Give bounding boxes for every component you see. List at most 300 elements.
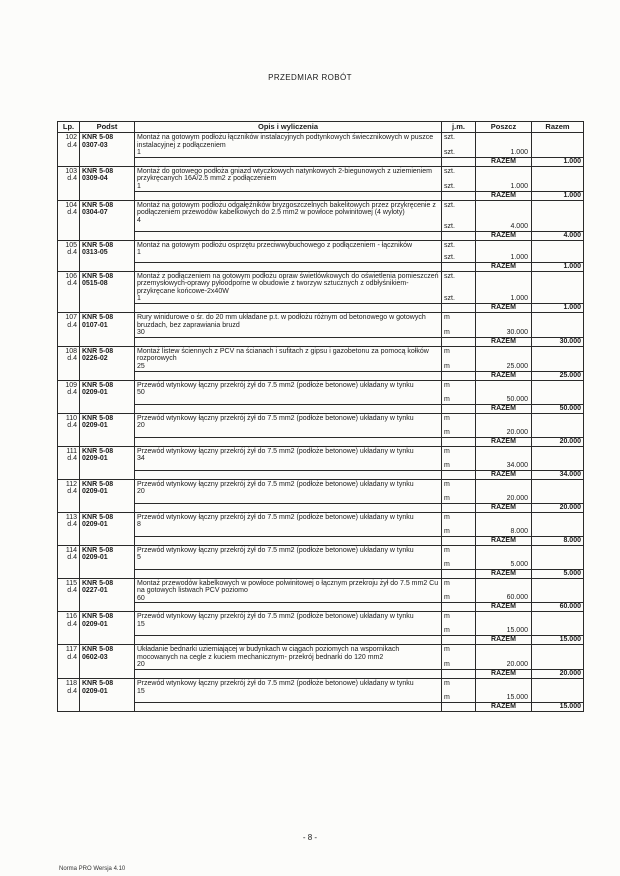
row-poszcz-value: 30.000: [506, 328, 528, 336]
row-total-label: RAZEM: [476, 569, 532, 578]
row-total-unit-empty: [442, 470, 476, 479]
row-total-label: RAZEM: [476, 231, 532, 240]
row-total-value: 15.000: [532, 636, 584, 645]
row-total-value: 20.000: [532, 437, 584, 446]
row-total-label: RAZEM: [476, 703, 532, 712]
row-podst-code: 0602-03: [82, 653, 108, 661]
row-quantity-calc: 15: [137, 620, 145, 628]
row-poszcz-value: 25.000: [506, 362, 528, 370]
row-unit-top: m: [444, 347, 450, 355]
row-podst: [80, 479, 135, 512]
row-podst-code: 0515-08: [82, 280, 108, 288]
row-podst-code: 0313-05: [82, 249, 108, 257]
row-unit: [442, 578, 476, 603]
row-lp-chapter: d.4: [67, 488, 77, 496]
row-total-unit-empty: [442, 437, 476, 446]
row-lp: [58, 200, 80, 240]
row-lp: [58, 578, 80, 612]
row-lp-chapter: d.4: [67, 280, 77, 288]
row-lp-chapter: d.4: [67, 249, 77, 257]
row-podst: [80, 578, 135, 612]
table-row: [58, 413, 584, 437]
row-total-unit-empty: [442, 536, 476, 545]
row-description-text: Montaż na gotowym podłożu odgałęźników bryzgoszczelnych bakelitowych przez przykręcenie z podłączeniem przewodów kabelkowych do 2.5 mm2 w powłoce polwinitowej (4 wyloty): [137, 201, 436, 217]
table-row: [58, 380, 584, 404]
row-unit-bottom: m: [444, 428, 450, 436]
row-poszcz-value: 34.000: [506, 461, 528, 469]
row-podst-code: 0209-01: [82, 521, 108, 529]
cost-estimate-table: [57, 121, 584, 712]
row-poszcz-value: 20.000: [506, 428, 528, 436]
row-total-label: RAZEM: [476, 262, 532, 271]
row-total-value: 60.000: [532, 603, 584, 612]
row-unit: [442, 545, 476, 569]
header-opis: Opis i wyliczenia: [135, 122, 442, 133]
row-description-text: Montaż do gotowego podłoża gniazd wtyczkowych natynkowych 2-biegunowych z uziemieniem przykręcanych 16A/2.5 mm2 z podłączeniem: [137, 167, 432, 183]
row-unit-bottom: m: [444, 594, 450, 602]
row-podst-catalog: KNR 5-08: [82, 272, 114, 280]
row-total-value: 4.000: [532, 231, 584, 240]
row-podst-catalog: KNR 5-08: [82, 241, 114, 249]
row-total-unit-empty: [442, 303, 476, 312]
row-total-unit-empty: [442, 603, 476, 612]
row-lp-chapter: d.4: [67, 521, 77, 529]
row-podst-catalog: KNR 5-08: [82, 167, 114, 175]
row-description: [135, 446, 442, 470]
row-lp-chapter: d.4: [67, 321, 77, 329]
row-description-text: Przewód wtynkowy łączny przekrój żył do 7.5 mm2 (podłoże betonowe) układany w tynku: [137, 381, 414, 389]
row-unit-bottom: m: [444, 494, 450, 502]
row-description: [135, 166, 442, 191]
row-description: [135, 413, 442, 437]
row-poszcz: [476, 133, 532, 158]
row-unit-top: m: [444, 513, 450, 521]
row-poszcz-value: 1.000: [510, 182, 528, 190]
row-unit-top: m: [444, 381, 450, 389]
row-lp: [58, 346, 80, 380]
row-lp-number: 113: [65, 513, 77, 521]
table-row: [58, 312, 584, 337]
row-lp-chapter: d.4: [67, 389, 77, 397]
row-description-text: Montaż przewodów kabelkowych w powłoce polwinitowej o łącznym przekroju żył do 7.5 mm2 Cu na gotowych listwach PCV poziomo: [137, 579, 439, 595]
row-unit-top: szt.: [444, 241, 455, 249]
row-unit-top: szt.: [444, 272, 455, 280]
row-podst-catalog: KNR 5-08: [82, 579, 114, 587]
row-description-text: Przewód wtynkowy łączny przekrój żył do 7.5 mm2 (podłoże betonowe) układany w tynku: [137, 513, 414, 521]
table-row-total: [58, 470, 584, 479]
row-lp: [58, 446, 80, 479]
row-unit-bottom: szt.: [444, 182, 455, 190]
row-podst-code: 0226-02: [82, 355, 108, 363]
row-lp-chapter: d.4: [67, 687, 77, 695]
row-description: [135, 200, 442, 231]
table-row: [58, 346, 584, 371]
table-row-total: [58, 636, 584, 645]
row-poszcz: [476, 679, 532, 703]
row-poszcz-value: 50.000: [506, 395, 528, 403]
row-total-desc-empty: [135, 437, 442, 446]
row-total-label: RAZEM: [476, 157, 532, 166]
row-quantity-calc: 1: [137, 249, 141, 257]
row-description: [135, 512, 442, 536]
row-description-text: Układanie bednarki uziemiającej w budynkach w ciągach poziomych na wspornikach mocowanych na cegle z kuciem mechanicznym- przekrój bednarki do 120 mm2: [137, 646, 400, 661]
row-poszcz-value: 20.000: [506, 661, 528, 669]
row-podst: [80, 133, 135, 167]
row-podst-catalog: KNR 5-08: [82, 680, 114, 688]
row-poszcz: [476, 200, 532, 231]
row-total-value: 25.000: [532, 371, 584, 380]
row-lp-chapter: d.4: [67, 620, 77, 628]
row-description-text: Montaż listew ściennych z PCV na ścianach i sufitach z gipsu i gazobetonu za pomocą kołków rozporowych: [137, 347, 429, 363]
row-razem-empty: [532, 479, 584, 503]
row-lp: [58, 271, 80, 312]
table-row: [58, 578, 584, 603]
row-lp-chapter: d.4: [67, 175, 77, 183]
table-row-total: [58, 191, 584, 200]
row-total-label: RAZEM: [476, 536, 532, 545]
row-description-text: Przewód wtynkowy łączny przekrój żył do 7.5 mm2 (podłoże betonowe) układany w tynku: [137, 447, 414, 455]
row-lp-number: 112: [65, 480, 77, 488]
row-total-desc-empty: [135, 670, 442, 679]
row-quantity-calc: 25: [137, 362, 145, 370]
row-unit-bottom: m: [444, 627, 450, 635]
row-razem-empty: [532, 312, 584, 337]
row-razem-empty: [532, 446, 584, 470]
row-unit-top: m: [444, 579, 450, 587]
row-total-value: 20.000: [532, 670, 584, 679]
row-poszcz: [476, 512, 532, 536]
row-unit-top: m: [444, 447, 450, 455]
row-podst-catalog: KNR 5-08: [82, 646, 114, 654]
row-lp-chapter: d.4: [67, 587, 77, 595]
row-unit-top: m: [444, 546, 450, 554]
row-podst: [80, 645, 135, 679]
row-podst-code: 0107-01: [82, 321, 108, 329]
row-total-desc-empty: [135, 503, 442, 512]
row-podst: [80, 446, 135, 479]
row-total-value: 20.000: [532, 503, 584, 512]
row-razem-empty: [532, 133, 584, 158]
row-description: [135, 612, 442, 636]
row-lp: [58, 545, 80, 578]
row-unit: [442, 346, 476, 371]
row-unit-top: szt.: [444, 167, 455, 175]
row-lp-chapter: d.4: [67, 355, 77, 363]
row-unit: [442, 200, 476, 231]
row-poszcz-value: 1.000: [510, 148, 528, 156]
row-unit: [442, 479, 476, 503]
row-quantity-calc: 20: [137, 661, 145, 669]
table-row: [58, 512, 584, 536]
row-total-label: RAZEM: [476, 603, 532, 612]
row-total-value: 5.000: [532, 569, 584, 578]
row-unit: [442, 166, 476, 191]
row-podst-catalog: KNR 5-08: [82, 447, 114, 455]
row-total-unit-empty: [442, 569, 476, 578]
row-poszcz-value: 1.000: [510, 253, 528, 261]
row-unit-top: m: [444, 680, 450, 688]
row-description-text: Montaż z podłączeniem na gotowym podłożu opraw świetlówkowych do oświetlenia pomieszczeń przemysłowych-oprawy pyłoodporne w obudowie z tworzyw sztucznych z odbłyśnikiem-przykręcane końcowe-2x40W: [137, 272, 439, 295]
table-row-total: [58, 670, 584, 679]
row-total-unit-empty: [442, 262, 476, 271]
row-unit-top: m: [444, 480, 450, 488]
row-total-label: RAZEM: [476, 191, 532, 200]
row-podst-code: 0209-01: [82, 389, 108, 397]
row-description: [135, 133, 442, 158]
header-razem: Razem: [532, 122, 584, 133]
header-podst: Podst: [80, 122, 135, 133]
row-lp-number: 103: [65, 167, 77, 175]
row-poszcz-value: 4.000: [510, 222, 528, 230]
row-podst-code: 0309-04: [82, 175, 108, 183]
row-unit-bottom: szt.: [444, 222, 455, 230]
row-lp-number: 106: [65, 272, 77, 280]
row-razem-empty: [532, 346, 584, 371]
row-podst-code: 0209-01: [82, 488, 108, 496]
row-total-label: RAZEM: [476, 371, 532, 380]
page-number: - 8 -: [302, 833, 318, 842]
row-description: [135, 312, 442, 337]
row-lp-chapter: d.4: [67, 141, 77, 149]
row-total-label: RAZEM: [476, 404, 532, 413]
row-lp-number: 118: [65, 680, 77, 688]
row-poszcz-value: 5.000: [510, 560, 528, 568]
row-razem-empty: [532, 240, 584, 262]
row-total-value: 50.000: [532, 404, 584, 413]
row-quantity-calc: 60: [137, 594, 145, 602]
row-unit-top: m: [444, 414, 450, 422]
row-quantity-calc: 20: [137, 488, 145, 496]
row-lp-number: 114: [65, 546, 77, 554]
table-header-row: [58, 122, 584, 133]
row-total-desc-empty: [135, 231, 442, 240]
row-unit: [442, 413, 476, 437]
table-row: [58, 645, 584, 670]
row-unit-bottom: szt.: [444, 253, 455, 261]
row-total-unit-empty: [442, 703, 476, 712]
row-total-value: 8.000: [532, 536, 584, 545]
table-row: [58, 446, 584, 470]
table-row-total: [58, 569, 584, 578]
row-total-value: 15.000: [532, 703, 584, 712]
row-quantity-calc: 1: [137, 149, 141, 157]
row-poszcz-value: 60.000: [506, 594, 528, 602]
row-description: [135, 479, 442, 503]
row-poszcz: [476, 380, 532, 404]
row-podst-catalog: KNR 5-08: [82, 381, 114, 389]
row-total-desc-empty: [135, 371, 442, 380]
row-poszcz-value: 15.000: [506, 694, 528, 702]
row-razem-empty: [532, 612, 584, 636]
page-title: PRZEDMIAR ROBÓT: [268, 73, 352, 82]
row-podst-code: 0304-07: [82, 209, 108, 217]
row-unit-bottom: m: [444, 694, 450, 702]
row-razem-empty: [532, 679, 584, 703]
row-quantity-calc: 34: [137, 455, 145, 463]
table-row: [58, 200, 584, 231]
row-lp-number: 105: [65, 241, 77, 249]
header-poszcz: Poszcz: [476, 122, 532, 133]
row-podst-code: 0209-01: [82, 422, 108, 430]
row-description: [135, 578, 442, 603]
row-podst: [80, 312, 135, 346]
row-poszcz: [476, 240, 532, 262]
footer-software-version: Norma PRO Wersja 4.10: [59, 866, 126, 872]
row-lp: [58, 479, 80, 512]
cost-estimate-table-wrap: [57, 121, 583, 712]
row-description: [135, 380, 442, 404]
row-total-desc-empty: [135, 191, 442, 200]
row-lp-chapter: d.4: [67, 209, 77, 217]
row-lp-chapter: d.4: [67, 455, 77, 463]
table-row: [58, 240, 584, 262]
row-podst: [80, 240, 135, 271]
table-row-total: [58, 231, 584, 240]
table-row-total: [58, 437, 584, 446]
row-unit: [442, 240, 476, 262]
row-poszcz-value: 15.000: [506, 627, 528, 635]
row-quantity-calc: 5: [137, 554, 141, 562]
row-description-text: Przewód wtynkowy łączny przekrój żył do 7.5 mm2 (podłoże betonowe) układany w tynku: [137, 546, 414, 554]
row-unit-top: m: [444, 646, 450, 654]
row-total-desc-empty: [135, 157, 442, 166]
row-total-value: 1.000: [532, 157, 584, 166]
row-unit-bottom: m: [444, 560, 450, 568]
row-unit: [442, 271, 476, 303]
row-lp: [58, 312, 80, 346]
table-row: [58, 133, 584, 158]
row-podst: [80, 200, 135, 240]
row-quantity-calc: 15: [137, 687, 145, 695]
table-row-total: [58, 262, 584, 271]
row-total-desc-empty: [135, 262, 442, 271]
row-description-text: Przewód wtynkowy łączny przekrój żył do 7.5 mm2 (podłoże betonowe) układany w tynku: [137, 414, 414, 422]
table-row-total: [58, 703, 584, 712]
row-description-text: Rury winidurowe o śr. do 20 mm układane p.t. w podłożu różnym od betonowego w gotowych bruzdach, bez zaprawiania bruzd: [137, 313, 426, 329]
row-lp: [58, 679, 80, 712]
row-lp-number: 107: [65, 313, 77, 321]
row-quantity-calc: 50: [137, 389, 145, 397]
row-total-desc-empty: [135, 703, 442, 712]
row-podst: [80, 512, 135, 545]
row-quantity-calc: 4: [137, 216, 141, 224]
table-row-total: [58, 603, 584, 612]
row-poszcz: [476, 312, 532, 337]
row-lp-number: 109: [65, 381, 77, 389]
table-row-total: [58, 503, 584, 512]
table-row-total: [58, 536, 584, 545]
table-row-total: [58, 157, 584, 166]
row-description-text: Montaż na gotowym podłożu łączników instalacyjnych podtynkowych świecznikowych w puszce instalacyjnej z podłączeniem: [137, 134, 434, 149]
row-podst-catalog: KNR 5-08: [82, 313, 114, 321]
table-row-total: [58, 303, 584, 312]
row-total-label: RAZEM: [476, 470, 532, 479]
row-lp-chapter: d.4: [67, 422, 77, 430]
table-row: [58, 271, 584, 303]
row-total-desc-empty: [135, 303, 442, 312]
row-podst-code: 0209-01: [82, 687, 108, 695]
row-lp-number: 116: [65, 613, 77, 621]
row-poszcz-value: 8.000: [510, 527, 528, 535]
row-description: [135, 679, 442, 703]
row-podst: [80, 271, 135, 312]
row-unit: [442, 512, 476, 536]
row-lp: [58, 240, 80, 271]
row-total-label: RAZEM: [476, 303, 532, 312]
row-lp: [58, 612, 80, 645]
row-description: [135, 545, 442, 569]
row-unit-top: szt.: [444, 201, 455, 209]
row-total-desc-empty: [135, 337, 442, 346]
row-podst-catalog: KNR 5-08: [82, 613, 114, 621]
table-row-total: [58, 404, 584, 413]
row-razem-empty: [532, 413, 584, 437]
row-poszcz: [476, 645, 532, 670]
row-total-value: 1.000: [532, 191, 584, 200]
row-razem-empty: [532, 380, 584, 404]
row-description-text: Montaż na gotowym podłożu osprzętu przeciwwybuchowego z podłączeniem - łączników: [137, 241, 413, 249]
row-unit-bottom: szt.: [444, 148, 455, 156]
table-row-total: [58, 371, 584, 380]
row-total-label: RAZEM: [476, 437, 532, 446]
table-row: [58, 679, 584, 703]
row-podst-catalog: KNR 5-08: [82, 480, 114, 488]
row-total-unit-empty: [442, 404, 476, 413]
row-unit-bottom: m: [444, 328, 450, 336]
row-poszcz: [476, 446, 532, 470]
row-description: [135, 271, 442, 303]
row-unit-bottom: m: [444, 461, 450, 469]
row-unit: [442, 312, 476, 337]
row-razem-empty: [532, 645, 584, 670]
row-description: [135, 645, 442, 670]
row-quantity-calc: 1: [137, 182, 141, 190]
row-podst-code: 0307-03: [82, 141, 108, 149]
row-razem-empty: [532, 271, 584, 303]
row-razem-empty: [532, 166, 584, 191]
row-description: [135, 240, 442, 262]
row-total-label: RAZEM: [476, 670, 532, 679]
row-lp-number: 110: [65, 414, 77, 422]
row-podst-catalog: KNR 5-08: [82, 513, 114, 521]
table-row: [58, 612, 584, 636]
row-podst: [80, 413, 135, 446]
row-poszcz-value: 1.000: [510, 294, 528, 302]
row-total-unit-empty: [442, 371, 476, 380]
row-total-unit-empty: [442, 191, 476, 200]
table-body: [58, 133, 584, 712]
table-row-total: [58, 337, 584, 346]
row-total-value: 30.000: [532, 337, 584, 346]
row-lp: [58, 380, 80, 413]
row-unit-bottom: m: [444, 395, 450, 403]
row-lp-chapter: d.4: [67, 554, 77, 562]
row-podst: [80, 612, 135, 645]
row-poszcz: [476, 166, 532, 191]
row-description: [135, 346, 442, 371]
row-unit-bottom: m: [444, 362, 450, 370]
table-row: [58, 166, 584, 191]
row-quantity-calc: 1: [137, 295, 141, 303]
row-poszcz: [476, 578, 532, 603]
row-total-desc-empty: [135, 470, 442, 479]
row-total-value: 1.000: [532, 262, 584, 271]
row-lp: [58, 413, 80, 446]
row-podst-code: 0209-01: [82, 455, 108, 463]
row-podst-catalog: KNR 5-08: [82, 414, 114, 422]
row-total-label: RAZEM: [476, 503, 532, 512]
row-razem-empty: [532, 200, 584, 231]
